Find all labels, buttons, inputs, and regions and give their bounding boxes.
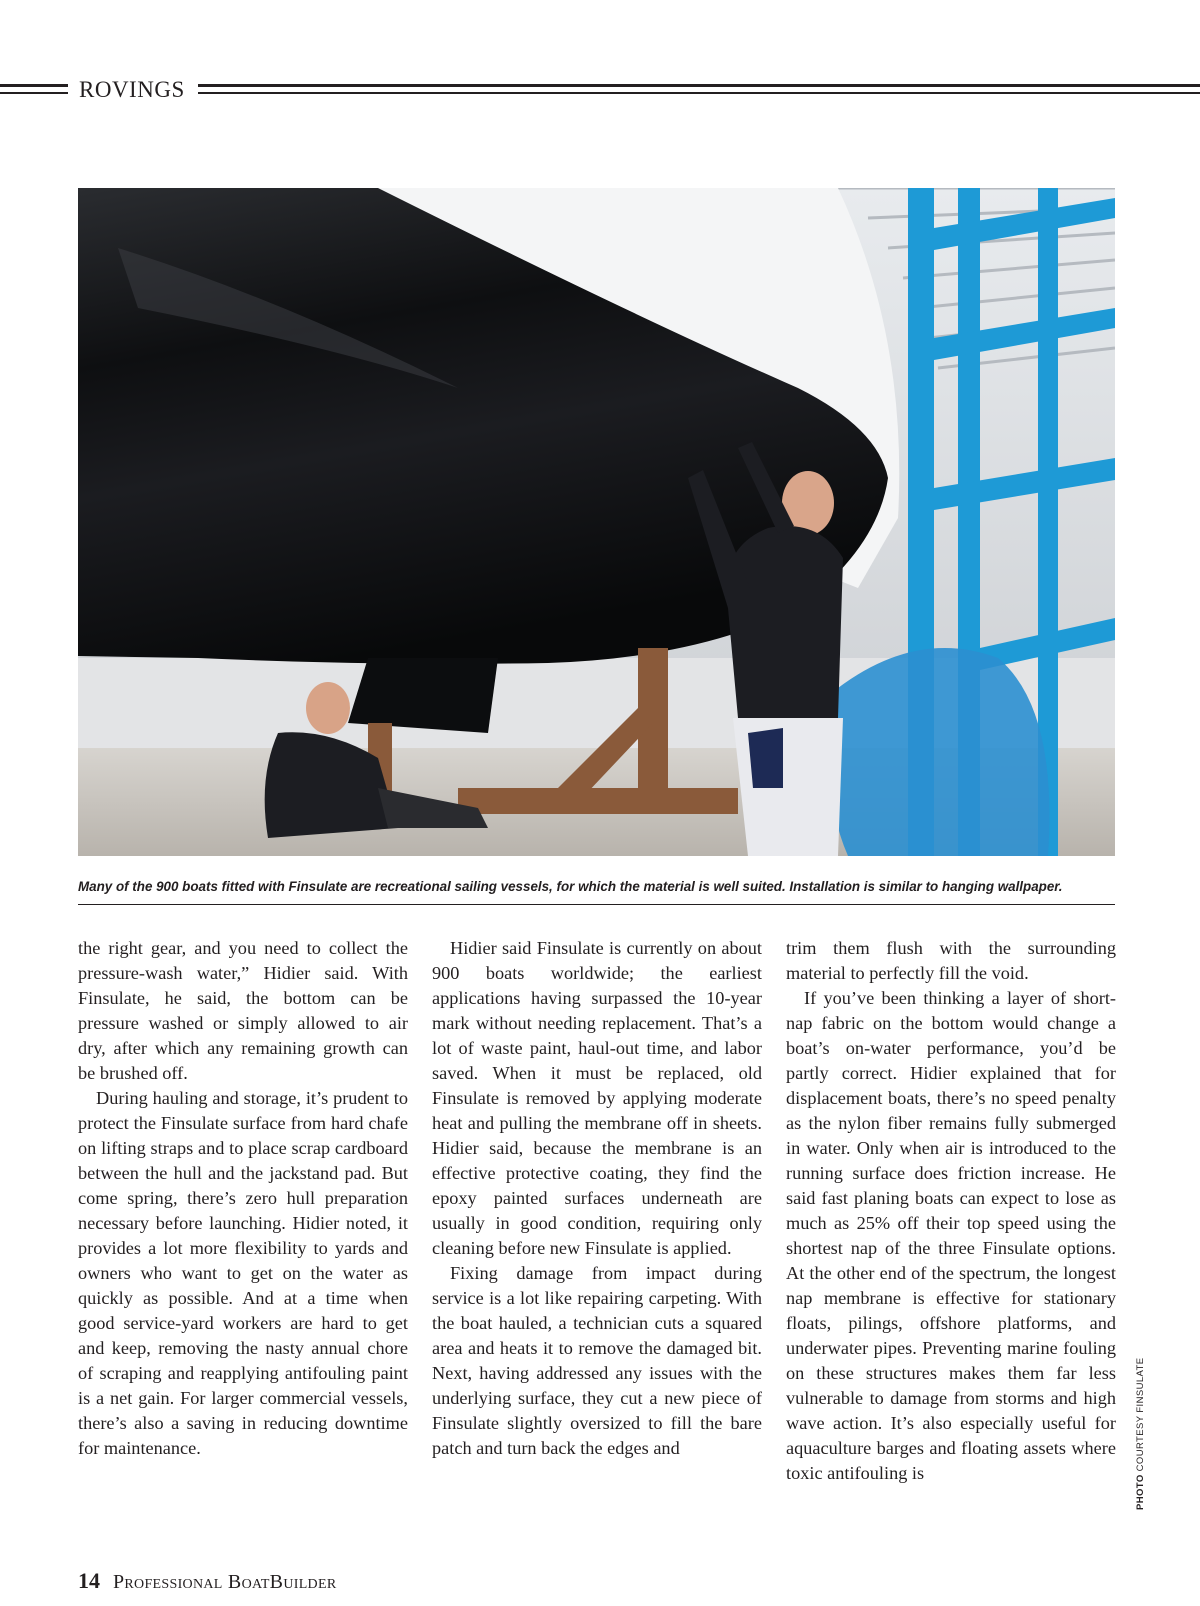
column-3-paragraph-1: trim them flush with the surrounding material to perfectly fill the void.	[786, 938, 1116, 983]
section-header	[0, 74, 1200, 108]
header-rule-right-bottom	[198, 92, 1200, 94]
hull-photo	[78, 188, 1115, 856]
header-rule-right-top	[198, 84, 1200, 87]
page-footer	[78, 1568, 336, 1594]
photo-caption: Many of the 900 boats fitted with Finsulate are recreational sailing vessels, for which the material is well suited. Installation is similar to hanging wallpaper.	[78, 879, 1063, 894]
photo-credit-text: COURTESY FINSULATE	[1135, 1357, 1146, 1472]
header-rule-left-bottom	[0, 92, 68, 94]
column-2-paragraph-2: Fixing damage from impact during service is a lot like repairing carpeting. With the boat hauled, a technician cuts a squared area and heats it to remove the damaged bit. Next, having addressed any issues with the underlying surface, they cut a new piece of Finsulate slightly oversized to fill the bare patch and turn back the edges and	[432, 1263, 762, 1458]
header-rule-left-top	[0, 84, 68, 87]
page-number: 14	[78, 1568, 100, 1593]
hull-photo-illustration	[78, 188, 1115, 856]
section-label: ROVINGS	[79, 77, 185, 102]
article-column-3	[786, 936, 1116, 1486]
publication-name: Professional BoatBuilder	[113, 1571, 337, 1593]
photo-credit	[1135, 1358, 1146, 1511]
article-column-1	[78, 936, 408, 1461]
column-3-paragraph-2: If you’ve been thinking a layer of short-nap fabric on the bottom would change a boat’s on-water performance, you’d be partly correct. Hidier explained that for displacement boats, there’s no speed penalty as the nylon fiber remains fully submerged in water. Only when air is introduced to the running surface does friction increase. He said fast planing boats can expect to lose as much as 25% off their top speed using the shortest nap of the three Finsulate options. At the other end of the spectrum, the longest nap membrane is effective for stationary floats, pilings, offshore platforms, and underwater pipes. Preventing marine fouling on these structures makes them far less vulnerable to damage from storms and high wave action. It’s also especially useful for aquaculture barges and floating assets where toxic antifouling is	[786, 988, 1116, 1483]
column-1-paragraph-1: the right gear, and you need to collect the pressure-wash water,” Hidier said. With Finsulate, he said, the bottom can be pressure washed or simply allowed to air dry, after which any remaining growth can be brushed off.	[78, 938, 408, 1083]
column-1-paragraph-2: During hauling and storage, it’s prudent to protect the Finsulate surface from hard chafe on lifting straps and to place scrap cardboard between the hull and the jackstand pad. But come spring, there’s zero hull preparation necessary before launching. Hidier noted, it provides a lot more flexibility to yards and owners who want to get on the water as quickly as possible. And at a time when good service-yard workers are hard to get and keep, removing the nasty annual chore of scraping and reapplying antifouling paint is a net gain. For larger commercial vessels, there’s also a saving in reducing downtime for maintenance.	[78, 1088, 408, 1458]
photo-credit-prefix: PHOTO	[1135, 1474, 1146, 1510]
column-2-paragraph-1: Hidier said Finsulate is currently on about 900 boats worldwide; the earliest applications having surpassed the 10-year mark without needing replacement. That’s a lot of waste paint, haul-out time, and labor saved. When it must be replaced, old Finsulate is removed by applying moderate heat and pulling the membrane off in sheets. Hidier said, because the membrane is an effective protective coating, they find the epoxy painted surfaces underneath are usually in good condition, requiring only cleaning before new Finsulate is applied.	[432, 938, 762, 1258]
caption-rule	[78, 904, 1115, 905]
article-column-2	[432, 936, 762, 1461]
